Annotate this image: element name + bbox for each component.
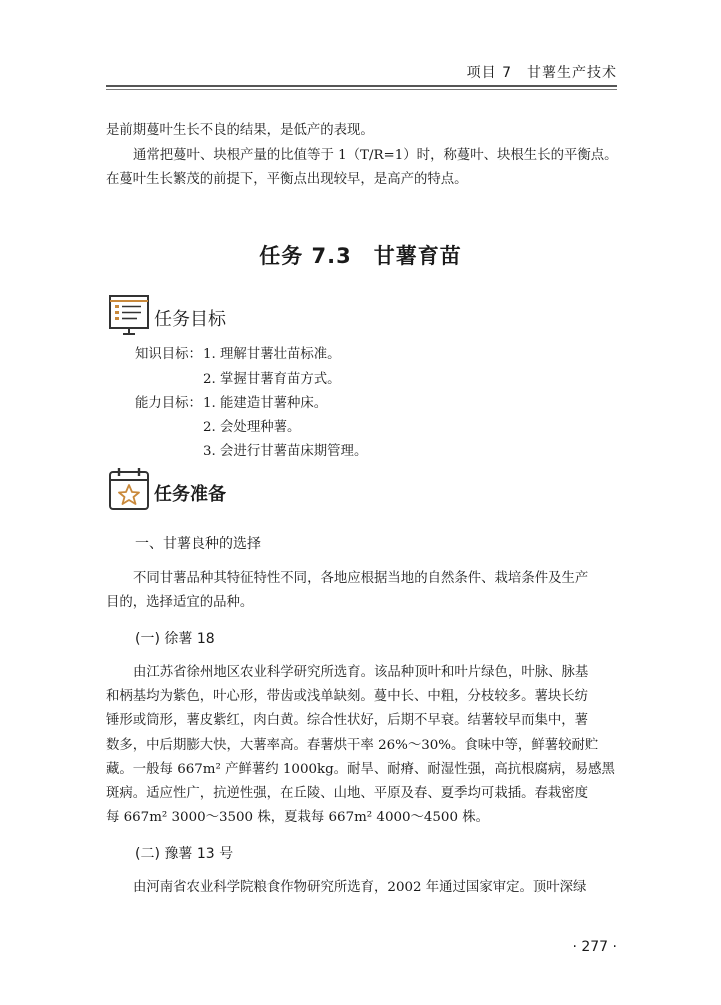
header-rule	[106, 85, 617, 87]
ability-item: 2. 会处理种薯。	[203, 420, 301, 435]
variety-text-line: 每 667m² 3000～3500 株，夏栽每 667m² 4000～4500 株。	[106, 810, 490, 825]
objectives-heading: 任务目标	[154, 309, 226, 330]
intro-paragraph-2-line-1: 通常把蔓叶、块根产量的比值等于 1（T/R=1）时，称蔓叶、块根生长的平衡点。	[133, 148, 618, 163]
header-rule-thin	[106, 89, 617, 90]
variety-text-line: 藏。一般每 667m² 产鲜薯约 1000kg。耐旱、耐瘠、耐湿性强，高抗根腐病，易感黑	[106, 762, 615, 777]
variety-text-line: 数多，中后期膨大快，大薯率高。春薯烘干率 26%～30%。食味中等，鲜薯较耐贮	[106, 738, 599, 753]
ability-label: 能力目标：	[135, 396, 202, 411]
variety-heading: (二) 豫薯 13 号	[135, 846, 234, 862]
section-text-line: 不同甘薯品种其特征特性不同，各地应根据当地的自然条件、栽培条件及生产	[133, 571, 589, 586]
calendar-star-icon	[107, 466, 151, 512]
page-number: · 277 ·	[572, 939, 617, 955]
ability-item: 3. 会进行甘薯苗床期管理。	[203, 444, 368, 459]
task-title: 任务 7.3 甘薯育苗	[259, 244, 462, 268]
variety-text-line: 和柄基均为紫色，叶心形，带齿或浅单缺刻。蔓中长、中粗，分枝较多。薯块长纺	[106, 689, 589, 704]
variety-text-line: 由江苏省徐州地区农业科学研究所选育。该品种顶叶和叶片绿色，叶脉、脉基	[133, 665, 589, 680]
knowledge-label: 知识目标：	[135, 347, 202, 362]
intro-paragraph-2-line-2: 在蔓叶生长繁茂的前提下，平衡点出现较早，是高产的特点。	[106, 172, 468, 187]
variety-text-line: 由河南省农业科学院粮食作物研究所选育，2002 年通过国家审定。顶叶深绿	[133, 880, 587, 895]
presentation-board-icon	[107, 293, 151, 337]
ability-item: 1. 能建造甘薯种床。	[203, 396, 328, 411]
section-text-line: 目的，选择适宜的品种。	[106, 595, 254, 610]
variety-heading: (一) 徐薯 18	[135, 631, 215, 647]
chapter-title: 项目 7 甘薯生产技术	[466, 65, 617, 81]
variety-text-line: 斑病。适应性广，抗逆性强，在丘陵、山地、平原及春、夏季均可栽插。春栽密度	[106, 786, 589, 801]
running-header	[0, 0, 721, 90]
section-heading: 一、甘薯良种的选择	[135, 536, 261, 552]
variety-text-line: 锤形或筒形，薯皮紫红，肉白黄。综合性状好，后期不早衰。结薯较早而集中，薯	[106, 713, 589, 728]
knowledge-item: 2. 掌握甘薯育苗方式。	[203, 372, 341, 387]
knowledge-item: 1. 理解甘薯壮苗标准。	[203, 347, 341, 362]
intro-paragraph-1: 是前期蔓叶生长不良的结果，是低产的表现。	[106, 123, 374, 138]
prep-heading: 任务准备	[154, 484, 226, 505]
